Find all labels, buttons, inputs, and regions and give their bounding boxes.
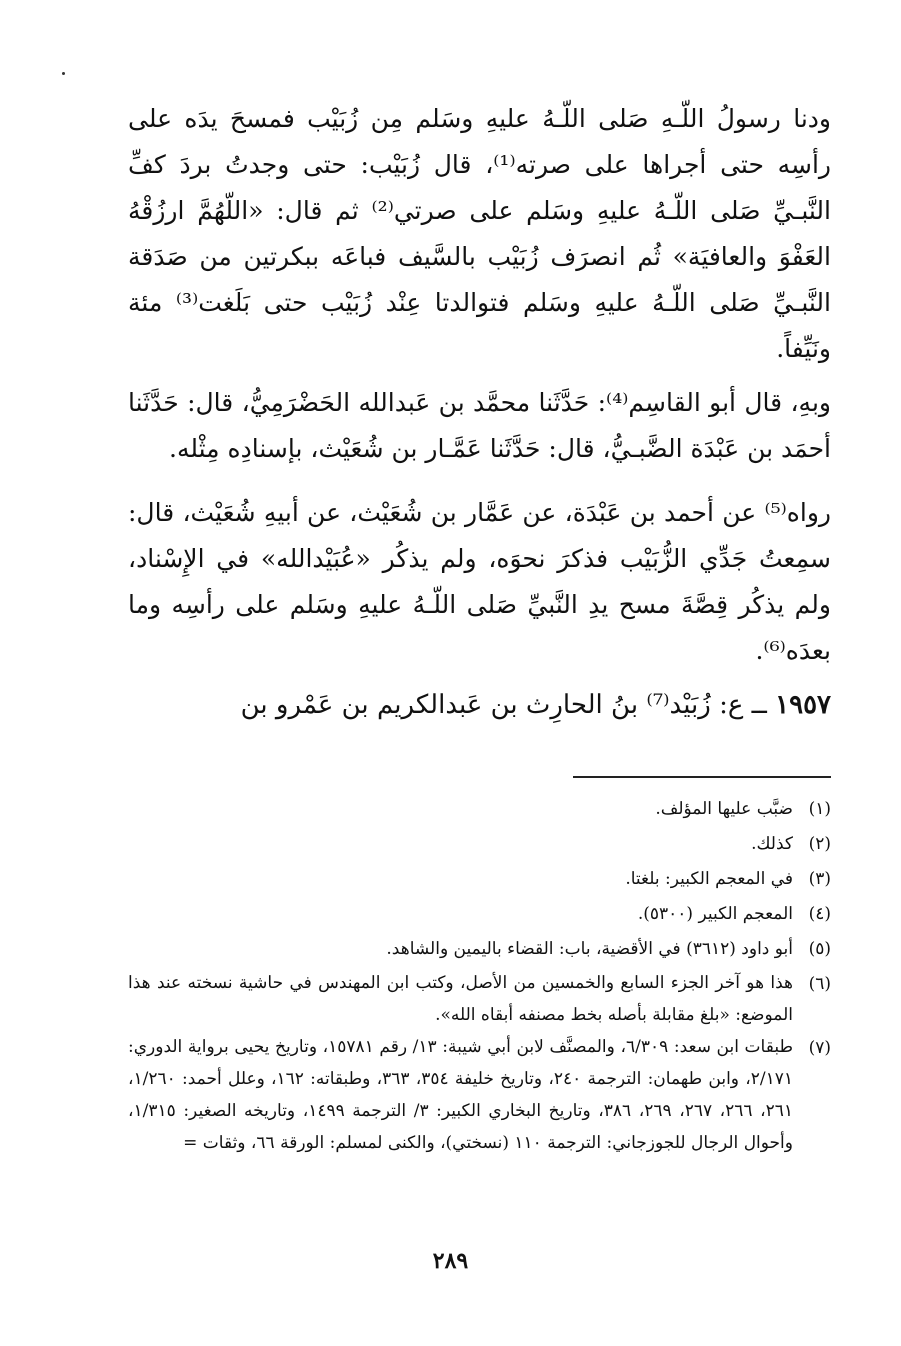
footnote-number: (١) (808, 799, 831, 819)
footnote-number: (٥) (808, 939, 831, 959)
footnote-number: (٤) (808, 904, 831, 924)
footnote-text: في المعجم الكبير: بلغتا. (625, 869, 793, 889)
main-text (128, 96, 831, 728)
entry-text: ــ ع: زُبَيْد⁽⁷⁾ بنُ الحارِث بن عَبدالكريم بن عَمْرو بن (240, 690, 776, 720)
footnote-number: (٢) (808, 834, 831, 854)
paragraph-2: وبهِ، قال أبو القاسِم⁽⁴⁾: حَدَّثَنا محمَّد بن عَبدالله الحَضْرَمِيُّ، قال: حَدَّثَنا أحمَد بن عَبْدَة الضَّبـيُّ، قال: حَدَّثَنا عَمَّـار بن شُعَيْث، بإسنادِه مِثْله. (128, 388, 831, 463)
paragraph-3: رواه⁽⁵⁾ عن أحمد بن عَبْدَة، عن عَمَّار بن شُعَيْث، عن أبيهِ شُعَيْث، قال: سمِعتُ جَدِّي الزُّبَيْب فذكرَ نحوَه، ولم يذكُر «عُبَيْدالله» في الإِسْناد، ولم يذكُر قِصَّةَ مسح يدِ النَّبيِّ صَلى اللّـهُ عليهِ وسَلم على رأسِه وما بعدَه⁽⁶⁾. (128, 498, 831, 665)
footnote-text: المعجم الكبير (٥٣٠٠). (637, 904, 793, 924)
footnote-6 (128, 967, 831, 1031)
footnote-number: (٣) (808, 869, 831, 889)
footnote-3 (128, 862, 831, 897)
entry-heading (128, 682, 831, 728)
footnotes (128, 792, 831, 1159)
footnote-5 (128, 932, 831, 967)
scan-speck (62, 72, 65, 75)
paragraph-1: ودنا رسولُ اللّـهِ صَلى اللّـهُ عليهِ وسَلم مِن زُبَيْب فمسحَ يدَه على رأسِه حتى أجراها على صرته⁽¹⁾، قال زُبَيْب: حتى وجدتُ بردَ كفِّ النَّبـيِّ صَلى اللّـهُ عليهِ وسَلم على صرتي⁽²⁾ ثم قال: «اللّهُمَّ ارزُقْهُ العَفْوَ والعافيَة» ثُم انصرَف زُبَيْب بالسَّيف فباعَه ببكرتين من صَدَقة النَّبـيِّ صَلى اللّـهُ عليهِ وسَلم فتوالدتا عِنْد زُبَيْب حتى بَلَغت⁽³⁾ مئة ونَيِّفاً. (128, 104, 831, 363)
footnote-2 (128, 827, 831, 862)
footnote-number: (٧) (808, 1038, 831, 1058)
footnote-text: هذا هو آخر الجزء السابع والخمسين من الأصل، وكتب ابن المهندس في حاشية نسخته عند هذا الموضع: «بلغ مقابلة بأصله بخط مصنفه أبقاه الله». (128, 973, 793, 1025)
footnote-text: أبو داود (٣٦١٢) في الأقضية، باب: القضاء باليمين والشاهد. (386, 939, 793, 959)
page-number: ٢٨٩ (432, 1248, 469, 1274)
footnote-separator (573, 776, 831, 778)
footnote-number: (٦) (808, 974, 831, 994)
footnote-text: ضبَّب عليها المؤلف. (655, 799, 793, 819)
footnote-4 (128, 897, 831, 932)
footnote-text: كذلك. (751, 834, 793, 854)
entry-number: ١٩٥٧ (775, 690, 831, 720)
footnote-1 (128, 792, 831, 827)
footnote-text: طبقات ابن سعد: ٦/٣٠٩، والمصنَّف لابن أبي شيبة: ١٣/ رقم ١٥٧٨١، وتاريخ يحيى برواية الدوري: ٢/١٧١، وابن طهمان: الترجمة ٢٤٠، وتاريخ خليفة ٣٥٤، ٣٦٣، وطبقاته: ١٦٢، وعلل أحمد: ١/٢٦٠، ٢٦١، ٢٦٦، ٢٦٧، ٢٦٩، ٣٨٦، وتاريخ البخاري الكبير: ٣/ الترجمة ١٤٩٩، وتاريخه الصغير: ١/٣١٥، وأحوال الرجال للجوزجاني: الترجمة ١١٠ (نسختي)، والكنى لمسلم: الورقة ٦٦، وثقات = (128, 1037, 794, 1153)
footnote-7 (128, 1031, 831, 1159)
